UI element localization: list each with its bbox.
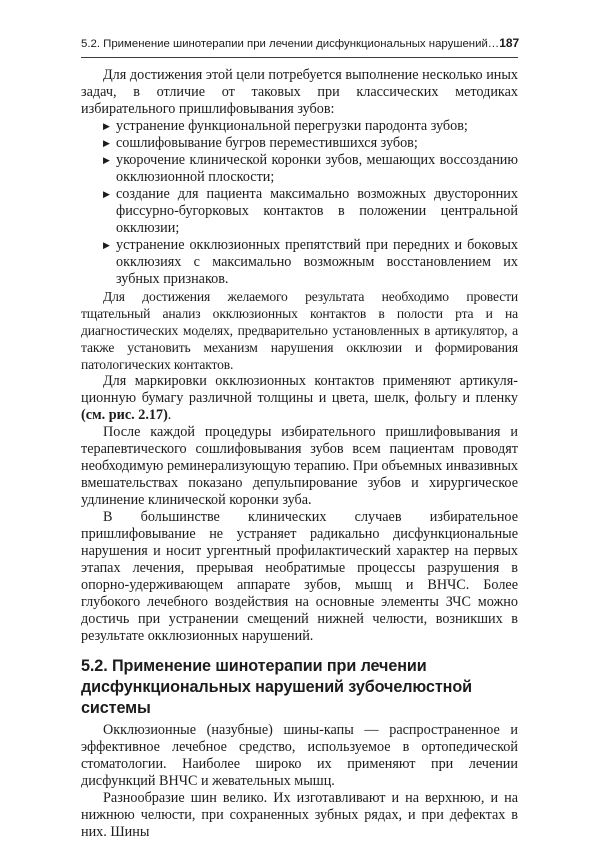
- triangle-bullet-icon: ▶: [103, 240, 110, 250]
- running-header: [81, 36, 518, 50]
- list-item: [103, 135, 518, 152]
- running-title: 5.2. Применение шинотерапии при лечении дисфункциональных нарушений…: [81, 38, 500, 50]
- analysis-paragraph: Для достижения желаемого результата необходимо провести тщательный анализ окклюзионных контактов в полости рта и на диагностических моделях, предварительно установленных в артикулятор, а также установить механизм нарушения окклюзии и формирования патологических контактов.: [81, 289, 518, 372]
- marking-text: Для маркировки окклюзионных контактов применяют артикуляционную бумагу различной толщины и цвета, шелк, фольгу и пленку: [81, 373, 518, 406]
- list-item-text: укорочение клинической коронки зубов, мешающих воссозданию окклюзионной плоскости;: [116, 152, 518, 185]
- list-item-text: устранение окклюзионных препятствий при передних и боковых окклюзиях с максимально возможным восстановлением их зубных признаков.: [116, 237, 518, 287]
- figure-reference: (см. рис. 2.17): [81, 407, 168, 423]
- header-divider: [81, 57, 518, 58]
- splint-variety-paragraph: Разнообразие шин велико. Их изготавливают и на верхнюю, и на нижнюю челюсти, при сохраненных зубных рядах, и при дефектах в них. Шины: [81, 790, 518, 840]
- section-heading-line: дисфункциональных нарушений зубочелюстной системы: [81, 678, 472, 717]
- list-item: [103, 186, 518, 237]
- page-number: 187: [499, 36, 520, 50]
- triangle-bullet-icon: ▶: [103, 121, 110, 131]
- intro-paragraph: Для достижения этой цели потребуется выполнение несколько иных задач, в отличие от таковых при классических методиках избирательного пришлифовывания зубов:: [81, 67, 518, 117]
- list-item: [103, 118, 518, 135]
- therapy-paragraph: После каждой процедуры избирательного пришлифовывания и терапевтического сошлифовывания зубов всем пациентам проводят необходимую реминерализующую терапию. При объемных инвазивных вмешательствах показано депульпирование зубов и хирургическое удлинение клинической коронки зуба.: [81, 424, 518, 508]
- list-item: [103, 237, 518, 288]
- page-body: [81, 67, 518, 841]
- clinical-cases-paragraph: В большинстве клинических случаев избирательное пришлифовывание не устраняет радикально дисфункциональные нарушения и носит ургентный профилактический характер на первых этапах лечения, прерывая необратимые процессы разрушения в опорно-удерживающем аппарате зубов, мышц и ВНЧС. Более глубокого лечебного воздействия на основные элементы ЗЧС можно достичь при устранении смещений нижней челюсти, возникших в результате окклюзионных нарушений.: [81, 509, 518, 644]
- splints-paragraph: Окклюзионные (назубные) шины-капы — распространенное и эффективное лечебное средство, используемое в ортопедической стоматологии. Наиболее широко их применяют при лечении дисфункций ВНЧС и жевательных мышц.: [81, 722, 518, 789]
- triangle-bullet-icon: ▶: [103, 138, 110, 148]
- section-heading: [81, 656, 518, 719]
- task-list: [81, 118, 518, 288]
- section-heading-line: 5.2. Применение шинотерапии при лечении: [81, 657, 427, 675]
- list-item-text: сошлифовывание бугров переместившихся зубов;: [116, 135, 418, 151]
- marking-paragraph: [81, 373, 518, 424]
- list-item: [103, 152, 518, 186]
- triangle-bullet-icon: ▶: [103, 189, 110, 199]
- marking-end: .: [167, 407, 172, 423]
- list-item-text: создание для пациента максимально возможных двусторонних фиссурно-бугорковых контактов в положении центральной окклюзии;: [116, 186, 518, 236]
- triangle-bullet-icon: ▶: [103, 155, 110, 165]
- list-item-text: устранение функциональной перегрузки пародонта зубов;: [116, 118, 468, 134]
